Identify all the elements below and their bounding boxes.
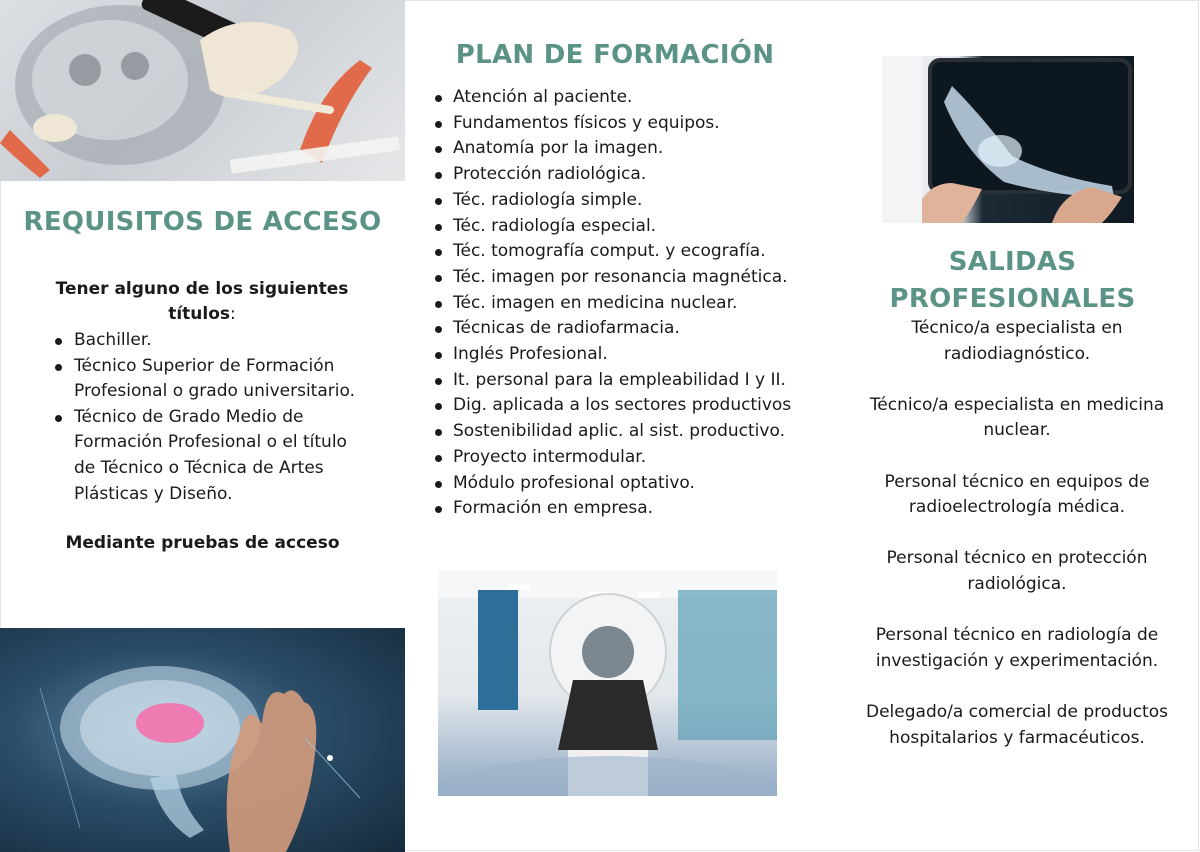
list-item: Técnicas de radiofarmacia. [433, 316, 813, 342]
foot-xray-tablet-image [882, 56, 1134, 223]
list-item: Fundamentos físicos y equipos. [433, 111, 813, 137]
list-item: Téc. imagen en medicina nuclear. [433, 291, 813, 317]
requisitos-intro [52, 277, 352, 327]
list-item: Técnico de Grado Medio de Formación Profesional o el título de Técnico o Técnica de Artes Plásticas y Diseño. [52, 405, 372, 507]
list-item: Téc. tomografía comput. y ecografía. [433, 239, 813, 265]
requisitos-intro-text: Tener alguno de los siguientes títulos [55, 279, 349, 324]
list-item: Sostenibilidad aplic. al sist. productivo. [433, 419, 813, 445]
brain-hologram-image [0, 628, 405, 852]
list-item: Atención al paciente. [433, 85, 813, 111]
salidas-list [837, 316, 1197, 777]
salidas-title-line2: PROFESIONALES [889, 284, 1136, 314]
requisitos-intro-colon: : [230, 304, 236, 324]
list-item: Personal técnico en protección radiológica. [886, 548, 1148, 594]
list-item: Téc. radiología simple. [433, 188, 813, 214]
list-item: Bachiller. [52, 328, 372, 354]
list-item: Dig. aplicada a los sectores productivos [433, 393, 813, 419]
column-plan [405, 0, 825, 852]
list-item: It. personal para la empleabilidad I y II. [433, 368, 813, 394]
requisitos-title: REQUISITOS DE ACCESO [23, 207, 382, 237]
list-item: Téc. radiología especial. [433, 214, 813, 240]
list-item: Anatomía por la imagen. [433, 136, 813, 162]
salidas-title-line1: SALIDAS [948, 247, 1077, 277]
list-item: Técnico/a especialista en radiodiagnóstico. [911, 318, 1123, 364]
list-item: Personal técnico en equipos de radioelectrología médica. [884, 471, 1150, 518]
column-requisitos [0, 0, 405, 852]
list-item: Protección radiológica. [433, 162, 813, 188]
plan-list [433, 85, 813, 522]
requisitos-tests: Mediante pruebas de acceso [65, 533, 340, 553]
list-item: Módulo profesional optativo. [433, 471, 813, 497]
list-item: Personal técnico en radiología de investigación y experimentación. [875, 625, 1159, 671]
list-item: Inglés Profesional. [433, 342, 813, 368]
requisitos-list [52, 328, 372, 507]
list-item: Delegado/a comercial de productos hospitalarios y farmacéuticos. [866, 701, 1168, 748]
plan-title: PLAN DE FORMACIÓN [455, 40, 775, 70]
list-item: Proyecto intermodular. [433, 445, 813, 471]
xray-skull-image [0, 0, 405, 181]
list-item: Formación en empresa. [433, 496, 813, 522]
list-item: Técnico/a especialista en medicina nuclear. [869, 394, 1165, 441]
list-item: Técnico Superior de Formación Profesional o grado universitario. [52, 354, 372, 405]
salidas-title [825, 244, 1200, 318]
column-salidas [825, 0, 1200, 852]
ct-scanner-room-image [438, 570, 777, 796]
list-item: Téc. imagen por resonancia magnética. [433, 265, 813, 291]
